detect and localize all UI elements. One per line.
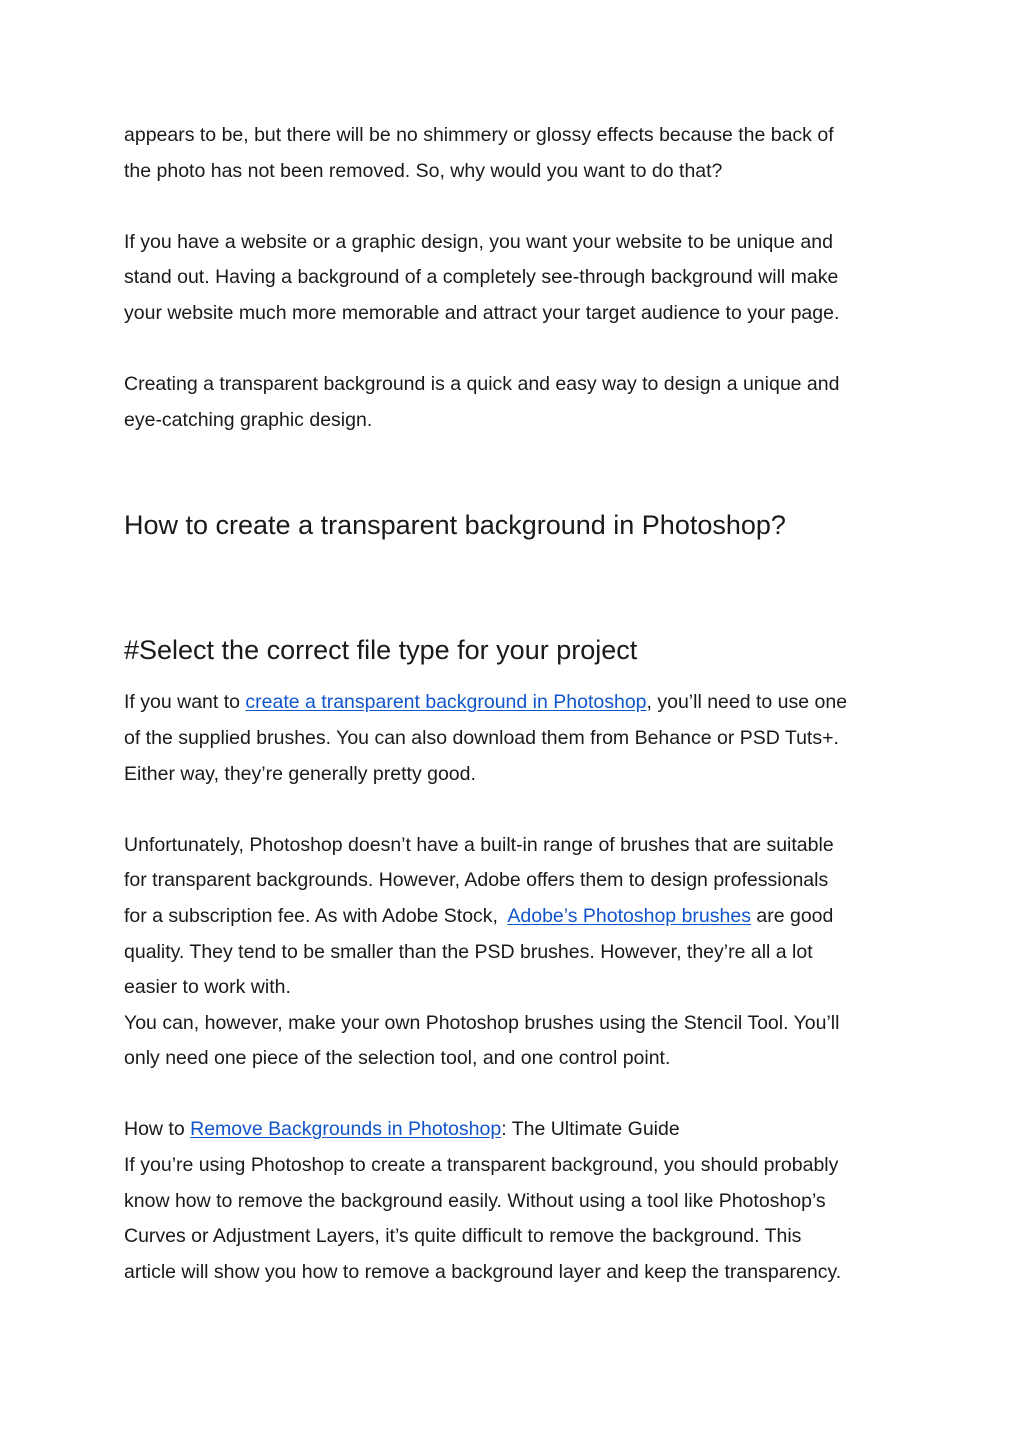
document-page — [124, 118, 904, 1290]
text-span: , you’ll need to use one — [646, 691, 848, 714]
link-create-transparent-background[interactable]: create a transparent background in Photoshop — [245, 691, 647, 714]
text-line: stand out. Having a background of a completely see-through background will make — [124, 266, 839, 289]
link-adobe-photoshop-brushes[interactable]: Adobe’s Photoshop brushes — [507, 904, 751, 927]
paragraph-file-type — [124, 685, 904, 792]
section-heading-main: How to create a transparent background in Photoshop? — [124, 510, 786, 541]
text-span: If you want to — [124, 691, 246, 714]
paragraph-intro-2 — [124, 225, 904, 332]
text-line: If you’re using Photoshop to create a transparent background, you should probably — [124, 1154, 839, 1177]
text-line: of the supplied brushes. You can also download them from Behance or PSD Tuts+. — [124, 726, 839, 749]
text-line — [124, 899, 904, 935]
text-span: for a subscription fee. As with Adobe Stock, — [124, 904, 504, 927]
text-line: easier to work with. — [124, 976, 291, 999]
text-line: Unfortunately, Photoshop doesn’t have a built-in range of brushes that are suitable — [124, 833, 834, 856]
text-line: eye-catching graphic design. — [124, 408, 373, 431]
section-heading-sub: #Select the correct file type for your project — [124, 635, 638, 666]
paragraph-remove-backgrounds — [124, 1112, 904, 1290]
text-line — [124, 685, 904, 721]
text-line: You can, however, make your own Photoshop brushes using the Stencil Tool. You’ll — [124, 1011, 840, 1034]
text-line: article will show you how to remove a background layer and keep the transparency. — [124, 1260, 842, 1283]
text-line: Creating a transparent background is a quick and easy way to design a unique and — [124, 373, 840, 396]
text-line: only need one piece of the selection tool, and one control point. — [124, 1047, 671, 1070]
text-line: for transparent backgrounds. However, Adobe offers them to design professionals — [124, 869, 829, 892]
text-line: quality. They tend to be smaller than the PSD brushes. However, they’re all a lot — [124, 940, 813, 963]
text-line — [124, 1112, 904, 1148]
paragraph-intro-3 — [124, 367, 904, 438]
text-line: appears to be, but there will be no shimmery or glossy effects because the back of — [124, 124, 834, 146]
text-line: If you have a website or a graphic design, you want your website to be unique and — [124, 230, 833, 253]
paragraph-brushes — [124, 828, 904, 1077]
text-line: the photo has not been removed. So, why would you want to do that? — [124, 159, 723, 182]
text-line: know how to remove the background easily. Without using a tool like Photoshop’s — [124, 1189, 826, 1212]
text-line: Either way, they’re generally pretty good. — [124, 762, 476, 785]
paragraph-intro-1 — [124, 118, 904, 189]
link-remove-backgrounds[interactable]: Remove Backgrounds in Photoshop — [190, 1118, 502, 1141]
text-span: How to — [124, 1118, 191, 1141]
text-span: are good — [750, 904, 834, 927]
text-line: Curves or Adjustment Layers, it’s quite difficult to remove the background. This — [124, 1225, 802, 1248]
text-span: : The Ultimate Guide — [501, 1118, 680, 1141]
text-line: your website much more memorable and attract your target audience to your page. — [124, 301, 840, 324]
